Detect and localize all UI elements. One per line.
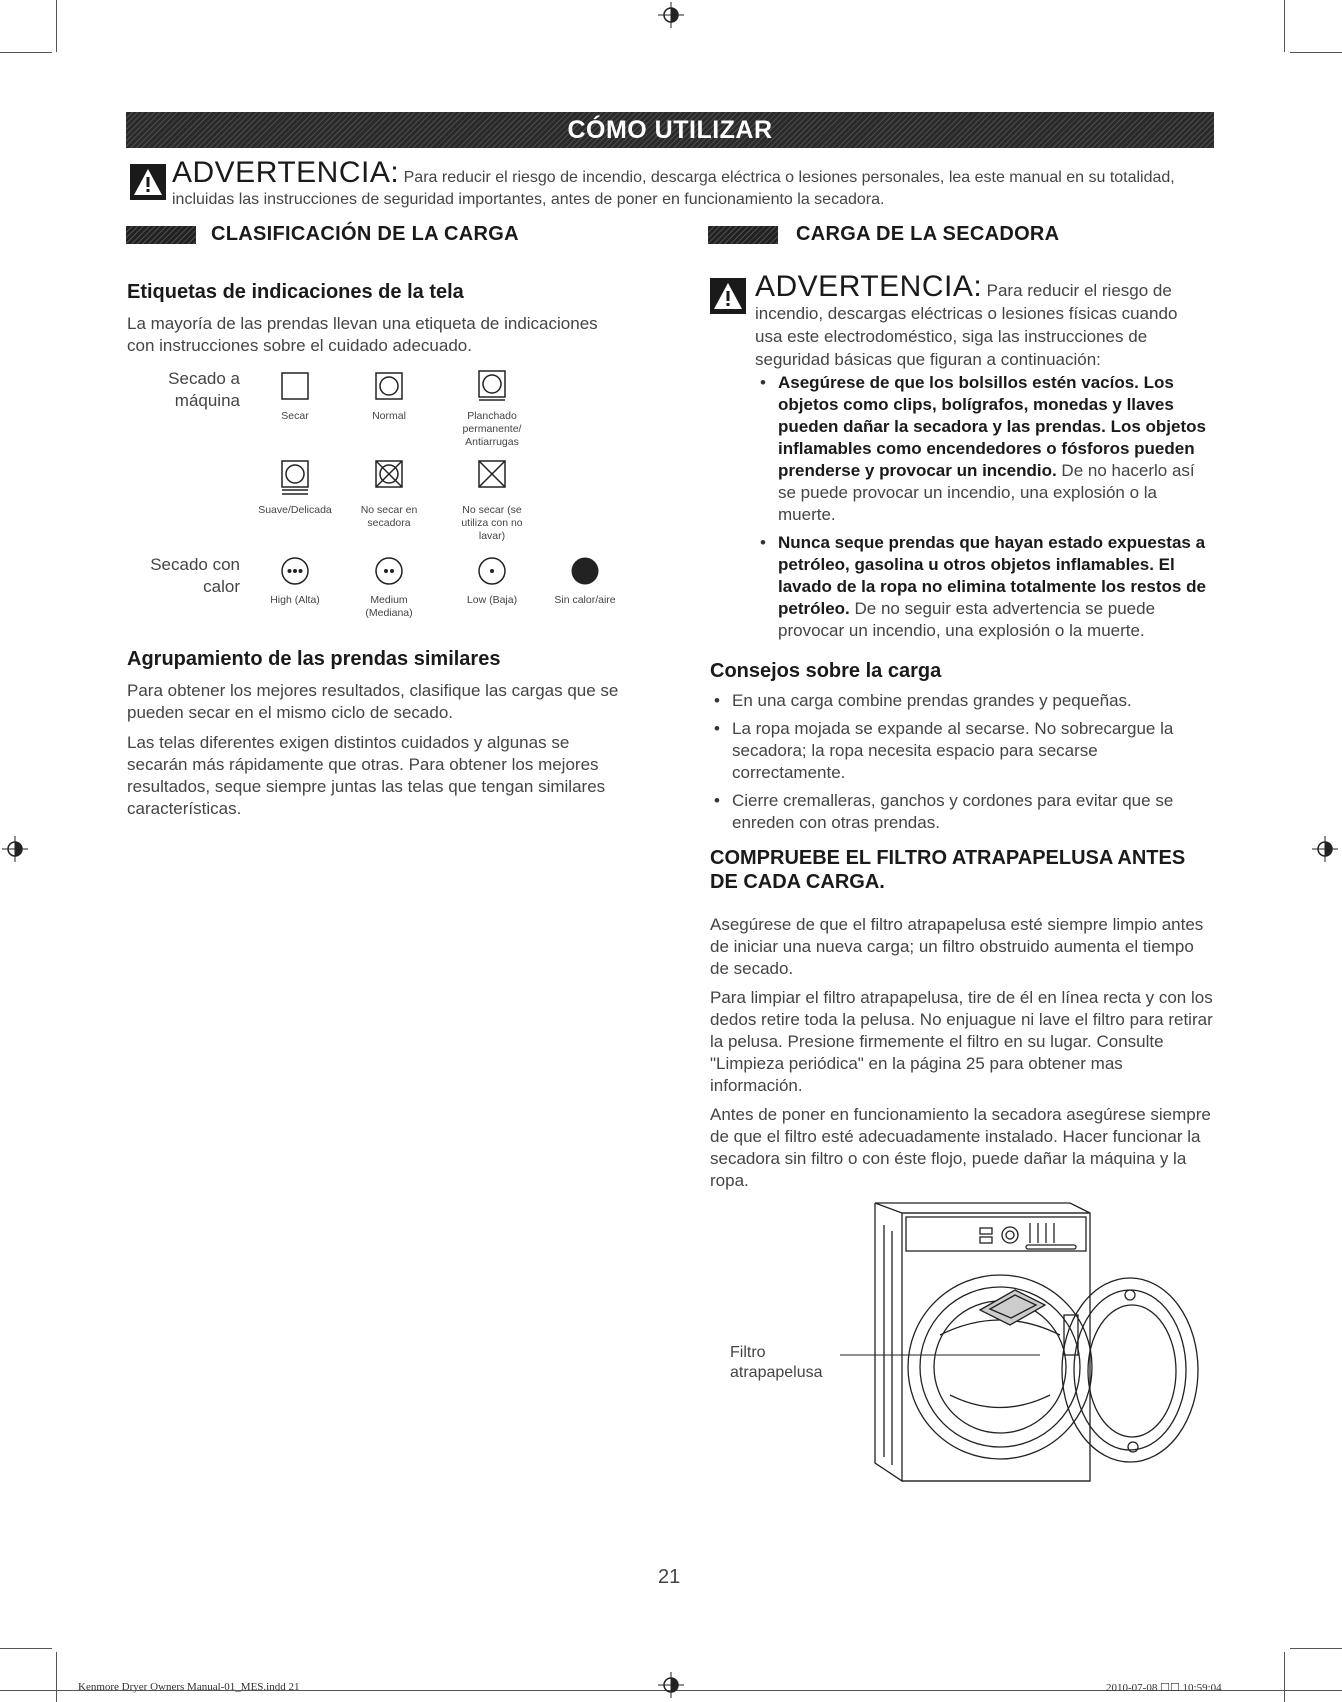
- warning-text: Para reducir el riesgo de incendio, descarga eléctrica o lesiones personales, lea este manual en su totalidad, incluidas las instrucciones de seguridad importantes, antes de poner en funcionamiento la secadora.: [172, 169, 1175, 208]
- bullet-text: De no seguir esta advertencia se puede provocar un incendio, una explosión o la muerte.: [778, 599, 1156, 640]
- bullet-bold: Asegúrese de que los bolsillos estén vacíos. Los objetos como clips, bolígrafos, monedas y llaves pueden dañar la secadora y las prendas. Los objetos inflamables como encendedores o fósforos pueden prenderse y provocar un incendio.: [778, 373, 1206, 480]
- do-not-tumble-dry-icon: [375, 460, 403, 488]
- page-title-banner: CÓMO UTILIZAR: [126, 112, 1214, 148]
- crop-mark: [0, 52, 52, 53]
- list-item: • Nunca seque prendas que hayan estado expuestas a petróleo, gasolina u otros objetos inflamables. El lavado de la ropa no elimina totalmente los restos de petróleo. De no seguir esta advertencia se puede provocar un incendio, una explosión o la muerte.: [760, 533, 1206, 640]
- section-bar: [126, 226, 196, 244]
- safety-bullets: [756, 372, 1216, 648]
- grouping-paragraph: Las telas diferentes exigen distintos cuidados y algunas se secarán más rápidamente que otras. Para obtener los mejores resultados, seque siempre juntas las telas que tengan similares características.: [127, 733, 606, 818]
- tumble-dry-icon: [281, 372, 309, 400]
- list-item: • Cierre cremalleras, ganchos y cordones para evitar que se enreden con otras prendas.: [714, 791, 1174, 832]
- warning-word: ADVERTENCIA:: [755, 270, 983, 303]
- tip-text: La ropa mojada se expande al secarse. No sobrecargue la secadora; la ropa necesita espacio para secarse correctamente.: [732, 719, 1174, 782]
- filter-callout: [730, 1343, 823, 1383]
- symbol-caption: Normal: [372, 410, 406, 422]
- right-warning: [755, 270, 1195, 372]
- crop-mark: [1290, 1648, 1342, 1649]
- crop-mark: [1284, 1652, 1285, 1702]
- page-number: 21: [658, 1566, 681, 1588]
- crop-mark: [56, 1652, 57, 1702]
- delicate-icon: [281, 460, 309, 496]
- crop-mark: [1284, 0, 1285, 52]
- symbol-caption: Planchado permanente/ Antiarrugas: [462, 410, 522, 448]
- tumble-dry-normal-icon: [375, 372, 403, 400]
- footer-timestamp: 2010-07-08 ☐☐ 10:59:04: [1106, 1682, 1222, 1694]
- filter-paragraph: Para limpiar el filtro atrapapelusa, tire de él en línea recta y con los dedos retire toda la pelusa. No enjuague ni lave el filtro para retirar la pelusa. Presione firmemente el filtro en su lugar. Consulte "Limpieza periódica" en la página 25 para obtener mas información.: [710, 988, 1213, 1095]
- heat-caption: Low (Baja): [466, 594, 518, 606]
- symbol-caption: Suave/Delicada: [258, 504, 332, 516]
- dryer-illustration: [840, 1195, 1220, 1495]
- grouping-paragraph: Para obtener los mejores resultados, clasifique las cargas que se pueden secar en el mismo ciclo de secado.: [127, 681, 619, 722]
- high-heat-icon: [280, 556, 310, 586]
- heat-caption: Sin calor/aire: [554, 594, 616, 606]
- tip-text: Cierre cremalleras, ganchos y cordones para evitar que se enreden con otras prendas.: [732, 791, 1174, 832]
- crop-mark: [1290, 52, 1342, 53]
- tips-list: [710, 690, 1190, 840]
- tip-text: En una carga combine prendas grandes y pequeñas.: [732, 691, 1132, 710]
- heat-caption: High (Alta): [270, 594, 320, 606]
- care-labels-heading: Etiquetas de indicaciones de la tela: [127, 281, 464, 303]
- callout-line: Filtro: [730, 1344, 766, 1361]
- symbol-caption: No secar (se utiliza con no lavar): [461, 504, 523, 542]
- registration-mark-icon: [1312, 836, 1338, 862]
- crop-mark: [56, 0, 57, 52]
- warning-text: Para reducir el riesgo de incendio, descargas eléctricas o lesiones físicas cuando usa este electrodoméstico, siga las instrucciones de seguridad básicas que figuran a continuación:: [755, 281, 1178, 369]
- heat-caption: Medium (Mediana): [365, 594, 413, 619]
- crop-mark: [0, 1648, 52, 1649]
- footer-file-info: Kenmore Dryer Owners Manual-01_MES.indd 21: [78, 1681, 300, 1693]
- top-warning: [172, 156, 1222, 211]
- warning-word: ADVERTENCIA:: [172, 156, 400, 189]
- low-heat-icon: [477, 556, 507, 586]
- no-heat-icon: [570, 556, 600, 586]
- section-title: CARGA DE LA SECADORA: [796, 223, 1060, 245]
- medium-heat-icon: [374, 556, 404, 586]
- grouping-heading: Agrupamiento de las prendas similares: [127, 648, 501, 670]
- do-not-dry-icon: [478, 460, 506, 488]
- heat-label: Secado con calor: [150, 555, 240, 596]
- filter-paragraph: Antes de poner en funcionamiento la secadora asegúrese siempre de que el filtro esté adecuadamente instalado. Hacer funcionar la secadora sin filtro o con éste flojo, puede dañar la máquina y la ropa.: [710, 1105, 1211, 1190]
- section-bar: [708, 226, 778, 244]
- permanent-press-icon: [478, 370, 506, 402]
- care-labels-intro: La mayoría de las prendas llevan una etiqueta de indicaciones con instrucciones sobre el cuidado adecuado.: [127, 314, 598, 355]
- registration-mark-icon: [658, 1672, 684, 1698]
- registration-mark-icon: [658, 2, 684, 28]
- filter-heading: COMPRUEBE EL FILTRO ATRAPAPELUSA ANTES DE CADA CARGA.: [710, 847, 1186, 893]
- bullet-text: De no hacerlo así se puede provocar un incendio, una explosión o la muerte.: [778, 461, 1195, 524]
- callout-line: atrapapelusa: [730, 1364, 823, 1381]
- list-item: • La ropa mojada se expande al secarse. No sobrecargue la secadora; la ropa necesita espacio para secarse correctamente.: [714, 719, 1174, 782]
- machine-dry-label: Secado a máquina: [168, 369, 240, 410]
- symbol-caption: No secar en secadora: [360, 504, 418, 529]
- filter-paragraph: Asegúrese de que el filtro atrapapelusa esté siempre limpio antes de iniciar una nueva carga; un filtro obstruido aumenta el tiempo de secado.: [710, 915, 1204, 978]
- list-item: • Asegúrese de que los bolsillos estén vacíos. Los objetos como clips, bolígrafos, monedas y llaves pueden dañar la secadora y las prendas. Los objetos inflamables como encendedores o fósforos pueden prenderse y provocar un incendio. De no hacerlo así se puede provocar un incendio, una explosión o la muerte.: [760, 373, 1206, 524]
- warning-icon: [130, 164, 166, 200]
- section-title: CLASIFICACIÓN DE LA CARGA: [211, 223, 519, 245]
- symbol-caption: Secar: [281, 410, 309, 422]
- tips-heading: Consejos sobre la carga: [710, 660, 942, 682]
- list-item: • En una carga combine prendas grandes y pequeñas.: [714, 691, 1132, 710]
- bullet-bold: Nunca seque prendas que hayan estado expuestas a petróleo, gasolina u otros objetos inflamables. El lavado de la ropa no elimina totalmente los restos de petróleo.: [778, 533, 1206, 618]
- registration-mark-icon: [2, 836, 28, 862]
- warning-icon: [710, 278, 746, 314]
